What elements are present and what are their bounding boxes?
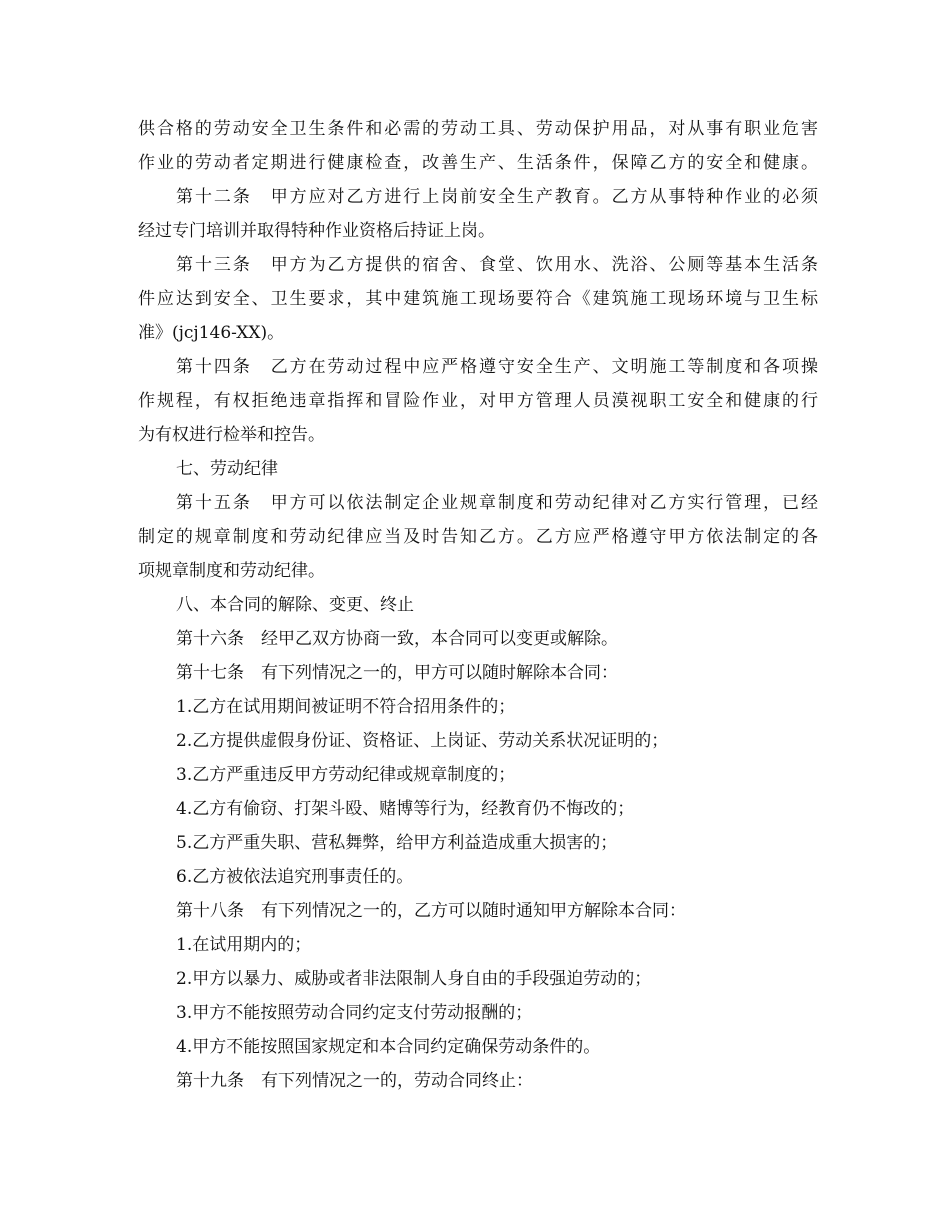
- document-body: [138, 112, 818, 1098]
- text-line: 作规程，有权拒绝违章指挥和冒险作业，对甲方管理人员漠视职工安全和健康的行: [138, 391, 818, 411]
- text-line: 第十四条 乙方在劳动过程中应严格遵守安全生产、文明施工等制度和各项操: [176, 357, 818, 377]
- list-item: 4.乙方有偷窃、打架斗殴、赌博等行为，经教育仍不悔改的；: [176, 799, 635, 819]
- list-item: 1.在试用期内的；: [176, 935, 312, 955]
- text-line: 第十八条 有下列情况之一的，乙方可以随时通知甲方解除本合同：: [176, 901, 686, 921]
- text-line: 准》(jcj146-XX)。: [138, 323, 285, 343]
- list-item: 5.乙方严重失职、营私舞弊，给甲方利益造成重大损害的；: [176, 833, 618, 853]
- list-item: 4.甲方不能按照国家规定和本合同约定确保劳动条件的。: [176, 1037, 601, 1057]
- text-line: 为有权进行检举和控告。: [138, 425, 325, 445]
- text-line: 供合格的劳动安全卫生条件和必需的劳动工具、劳动保护用品，对从事有职业危害: [138, 119, 818, 139]
- text-line: 第十三条 甲方为乙方提供的宿舍、食堂、饮用水、洗浴、公厕等基本生活条: [176, 255, 818, 275]
- section-heading: 八、本合同的解除、变更、终止: [176, 595, 414, 615]
- list-item: 1.乙方在试用期间被证明不符合招用条件的；: [176, 697, 516, 717]
- text-line: 第十二条 甲方应对乙方进行上岗前安全生产教育。乙方从事特种作业的必须: [176, 187, 818, 207]
- list-item: 3.乙方严重违反甲方劳动纪律或规章制度的；: [176, 765, 516, 785]
- text-line: 第十五条 甲方可以依法制定企业规章制度和劳动纪律对乙方实行管理，已经: [176, 493, 818, 513]
- section-heading: 七、劳动纪律: [176, 459, 278, 479]
- text-line: 制定的规章制度和劳动纪律应当及时告知乙方。乙方应严格遵守甲方依法制定的各: [138, 527, 818, 547]
- list-item: 2.甲方以暴力、威胁或者非法限制人身自由的手段强迫劳动的；: [176, 969, 652, 989]
- text-line: 经过专门培训并取得特种作业资格后持证上岗。: [138, 221, 495, 241]
- text-line: 件应达到安全、卫生要求，其中建筑施工现场要符合《建筑施工现场环境与卫生标: [138, 289, 818, 309]
- list-item: 2.乙方提供虚假身份证、资格证、上岗证、劳动关系状况证明的；: [176, 731, 669, 751]
- text-line: 作业的劳动者定期进行健康检查，改善生产、生活条件，保障乙方的安全和健康。: [138, 153, 818, 173]
- list-item: 3.甲方不能按照劳动合同约定支付劳动报酬的；: [176, 1003, 533, 1023]
- text-line: 第十七条 有下列情况之一的，甲方可以随时解除本合同：: [176, 663, 618, 683]
- text-line: 项规章制度和劳动纪律。: [138, 561, 325, 581]
- text-line: 第十六条 经甲乙双方协商一致，本合同可以变更或解除。: [176, 629, 618, 649]
- text-line: 第十九条 有下列情况之一的，劳动合同终止：: [176, 1071, 533, 1091]
- list-item: 6.乙方被依法追究刑事责任的。: [176, 867, 414, 887]
